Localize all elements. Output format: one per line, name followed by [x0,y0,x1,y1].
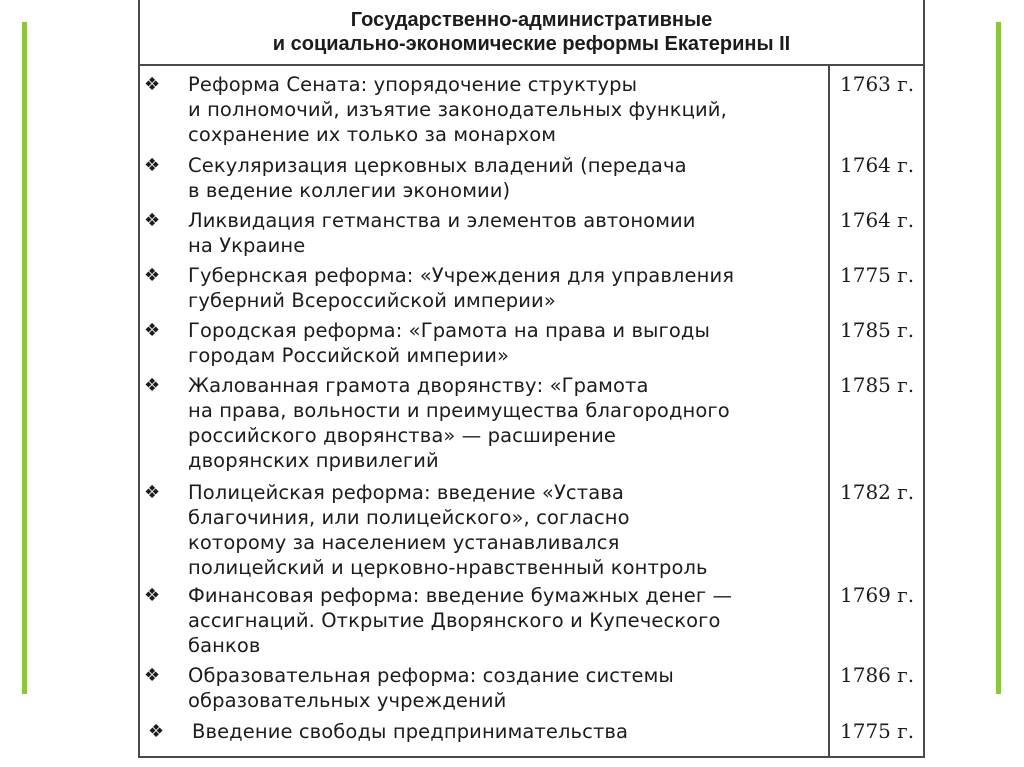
reform-text: Секуляризация церковных владений (передача в ведение коллегии экономии) [188,154,687,202]
reform-text: Финансовая реформа: введение бумажных денег — ассигнаций. Открытие Дворянского и Купеческого банков [188,584,733,657]
reform-text: Образовательная реформа: создание системы образовательных учреждений [188,664,674,712]
reform-text: Городская реформа: «Грамота на права и выгоды городам Российской империи» [188,319,711,367]
diamond-bullet-icon: ❖ [144,375,161,396]
reform-year: 1785 г. [840,373,915,397]
diamond-bullet-icon: ❖ [144,585,161,606]
reform-year: 1775 г. [840,263,915,287]
diamond-bullet-icon: ❖ [144,155,161,176]
reform-year: 1769 г. [840,583,915,607]
diamond-bullet-icon: ❖ [144,210,161,231]
reform-text: Ликвидация гетманства и элементов автономии на Украине [188,209,696,257]
table-title-line-2: и социально-экономические реформы Екатерины II [272,33,791,55]
diamond-bullet-icon: ❖ [144,665,161,686]
reform-year: 1785 г. [840,318,915,342]
column-divider [828,66,830,756]
reform-year: 1764 г. [840,208,915,232]
reform-text: Губернская реформа: «Учреждения для управления губерний Всероссийской империи» [188,264,735,312]
reform-year: 1764 г. [840,153,915,177]
reform-text: Введение свободы предпринимательства [192,720,629,743]
diamond-bullet-icon: ❖ [148,721,165,742]
reform-year: 1775 г. [840,719,915,743]
reform-text: Жалованная грамота дворянству: «Грамота на права, вольности и преимущества благородного российского дворянства» — расширение дворянских привилегий [188,374,730,472]
table-title-line-1: Государственно-административные [350,9,713,31]
left-accent-bar [22,22,27,694]
table-header [140,0,923,66]
reform-year: 1782 г. [840,480,915,504]
reform-year: 1786 г. [840,663,915,687]
diamond-bullet-icon: ❖ [144,320,161,341]
reforms-table [138,0,925,758]
diamond-bullet-icon: ❖ [144,265,161,286]
diamond-bullet-icon: ❖ [144,74,161,95]
reform-year: 1763 г. [840,72,915,96]
reform-text: Реформа Сената: упорядочение структуры и полномочий, изъятие законодательных функций, сохранение их только за монархом [188,73,727,146]
right-accent-bar [996,22,1001,694]
reform-text: Полицейская реформа: введение «Устава благочиния, или полицейского», согласно которому за населением устанавливался полицейский и церковно-нравственный контроль [188,481,708,579]
diamond-bullet-icon: ❖ [144,482,161,503]
